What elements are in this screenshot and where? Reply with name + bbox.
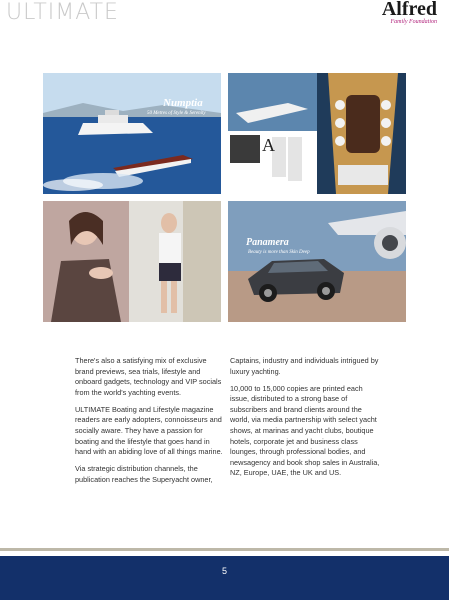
spread-title: Numptia (163, 97, 203, 109)
paragraph: Via strategic distribution channels, the publication reaches the Superyacht owner, (75, 464, 213, 484)
paragraph: There's also a satisfying mix of exclusive brand previews, sea trials, lifestyle and onboard gadgets, technology and VIP socials from the world's yachting events. (75, 356, 222, 397)
spread-panamera (228, 201, 406, 322)
drop-cap: A (262, 135, 275, 155)
logo-name: Alfred (381, 0, 437, 20)
body-column-left (75, 356, 225, 492)
paragraph: ULTIMATE Boating and Lifestyle magazine readers are early adopters, connoisseurs and socially aware. They have a passion for boating and the lifestyle that goes hand in hand with an abiding love of all things marine. (75, 404, 223, 457)
paragraph: 10,000 to 15,000 copies are printed each issue, distributed to a strong base of subscribers and brand clients around the world, via media partnership with select yacht shows, at marinas and yacht clubs, boutique hotels, corporate jet and business class lounges, through professional bodies, and newsagency and book shop sales in Australia, NZ, Europe, UAE, the UK and US. (230, 383, 380, 478)
spread-title: Panamera (246, 237, 289, 248)
magazine-brand: ULTIMATE (6, 0, 119, 25)
footer-rule (0, 548, 449, 551)
spread-subtitle: 50 Metres of Style & Serenity (147, 111, 206, 116)
spread-yacht-numptia (43, 73, 221, 194)
footer-bar (0, 556, 449, 600)
spread-yacht-deck (228, 73, 406, 194)
logo-tagline: Family Foundation (390, 19, 437, 25)
spread-fashion (43, 201, 221, 322)
body-column-right (230, 356, 380, 486)
paragraph: Captains, industry and individuals intrigued by luxury yachting. (230, 356, 379, 376)
page-number: 5 (221, 566, 227, 576)
spread-subtitle: Beauty is more than Skin Deep (248, 250, 310, 255)
